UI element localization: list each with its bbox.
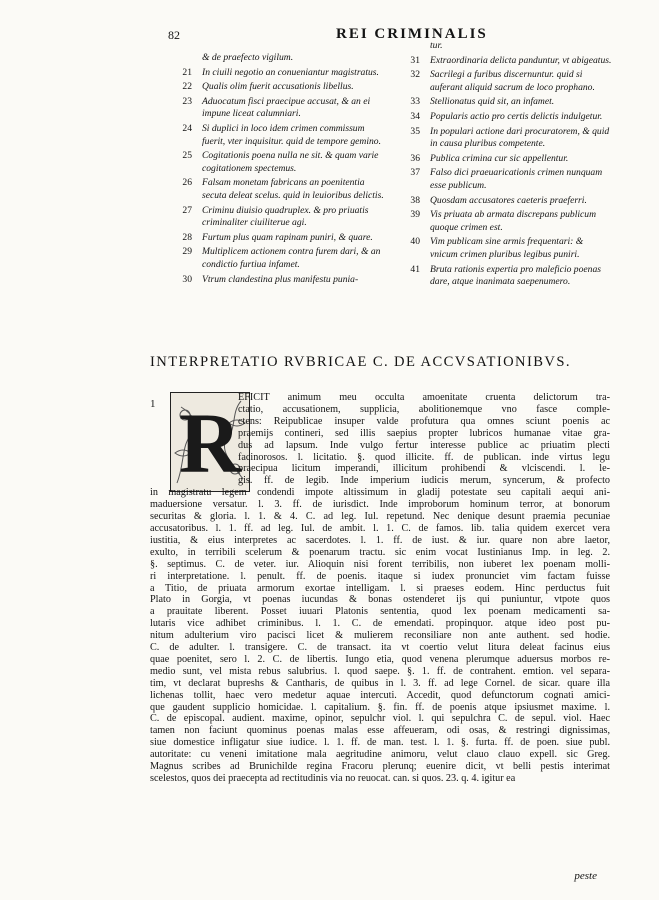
index-entry: 33 Stellionatus quid sit, an infamet. xyxy=(410,96,555,108)
text-line: ctatio, accusationem, supplicia, abolitionemque vno fasce comple- xyxy=(238,403,610,415)
text-line: securitas & gloria. l. 1. & 4. C. ad leg. Iul. repetund. Nec denique desunt praemia pecuniae xyxy=(150,511,610,523)
text-line: que gaudent supplicio homicidae. l. capitalium. §. fin. ff. de poenis atque ipsiusmet maxime. l. xyxy=(150,701,610,713)
text-line: §. septimus. C. de veter. iur. Alioquin nisi forent terribilis, non iuberet lex poenam molli- xyxy=(150,558,610,570)
index-entry: 34 Popularis actio pro certis delictis indulgetur. xyxy=(410,110,603,122)
index-entry: 23 Aduocatum fisci praecipue accusat, & an ei impune liceat calumniari. xyxy=(182,95,371,120)
index-entry: 37 Falso dici praeuaricationis crimen nunquam esse publicum. xyxy=(410,167,603,191)
body-text xyxy=(150,392,610,785)
text-line: a Titio, de priuata armorum exortae intelligam. l. si praeses eodem. Hinc perductus fuit xyxy=(150,582,610,594)
text-line: Plato in Gorgia, vt poenas iucundas & bonas ostenderet ijs qui puniuntur, vtpote quos xyxy=(150,594,610,606)
text-line: gis. ff. de legib. Inde imperium iudicis merum, syncerum, & profecto xyxy=(238,475,610,487)
text-line: exulto, in terribili scelerum & poenarum tractu. sic enim vocat Iustinianus Imp. in leg. 2. xyxy=(150,546,610,558)
text-line: tim, vt declarat bupreshs & Cantharis, de quibus in l. 3. ff. ad lege Cornel. de sicar. quare illa xyxy=(150,677,610,689)
text-line: medio sunt, vel mista rebus salubrius. l. quod saepe. §. 1. ff. de contrahent. emtion. vel separa- xyxy=(150,665,610,677)
index-entry: 36 Publica crimina cur sic appellentur. xyxy=(410,152,569,164)
text-line: autoritate: cu veneni imitatione mala aegritudine animoru, velut clauo clauo expell. sic Greg. xyxy=(150,749,610,761)
text-line: facinorosos. l. licitatio. §. quod illicite. ff. de publican. inde virtus legu xyxy=(238,451,610,463)
text-line: ctens: Reipublicae insuper valde profutura qua omnes sciunt poenis ac xyxy=(238,415,610,427)
index-entry: 32 Sacrilegi a furibus discernuntur. quid si auferant aliquid sacrum de loco prophano. xyxy=(410,69,595,93)
index-entry: 39 Vis priuata ab armata discrepans publicum quoque crimen est. xyxy=(410,209,597,233)
text-line: siue domestice infligatur siue iudice. l. 1. ff. de man. test. l. 1. §. furta. ff. de poen. siue publ. xyxy=(150,737,610,749)
text-line: praemijs contineri, sed illis saepius propter lubricos humanae vitae gra- xyxy=(238,427,610,439)
text-line: iustitia, & eius interpretes ac sacerdotes. l. 1. ff. de iust. & iur. quare non abre laetor, xyxy=(150,534,610,546)
text-line: accusatoribus. l. 1. ff. ad leg. Iul. de ambit. l. 1. C. de famos. lib. talia quidem exercet vera xyxy=(150,522,610,534)
index-entry: 21 In ciuili negotio an conueniantur magistratus. xyxy=(182,66,379,78)
index-entry: 40 Vim publicam sine armis frequentari: & vnicum crimen pluribus legibus puniri. xyxy=(410,236,584,260)
index-entry: 30 Vtrum clandestina plus manifestu punia- xyxy=(182,273,359,285)
index-entry: & de praefecto vigilum. xyxy=(202,52,294,63)
index-entry: 41 Bruta rationis expertia pro maleficio poenas dare, atque inanimata saepenumero. xyxy=(410,263,601,288)
index-column-left xyxy=(170,52,388,288)
page-number: 82 xyxy=(168,28,180,42)
section-heading: INTERPRETATIO RVBRICAE C. DE ACCVSATIONIBVS. xyxy=(150,354,571,370)
text-line: Magnus scribes ad Brunichilde regina Fracoru plerunq; euenire dicit, vt belli pestis interimat xyxy=(150,761,610,773)
index-entry: 29 Multiplicem actionem contra furem dari, & an condictio furtiua infamet. xyxy=(182,246,381,270)
index-entry: 27 Criminu diuisio quadruplex. & pro priuatis criminaliter ciuiliterue agi. xyxy=(182,204,369,229)
index-entry: 28 Furtum plus quam rapinam puniri, & quare. xyxy=(182,231,373,243)
catchword: peste xyxy=(574,870,597,882)
text-line: EFICIT animum meu occulta amoenitate cruenta delictorum tra- xyxy=(238,392,610,403)
index-entry: 26 Falsam monetam fabricans an poenitentia secuta deleat scelus. quid in leuioribus delictis. xyxy=(182,177,384,201)
text-line: C. de adulter. l. transigere. C. de transact. ita vt coertio velut litura deleat facinus eius xyxy=(150,642,610,654)
text-line: tamen non faciunt quominus poenas malas esse affeueram, odi osas, & restringi dignissimas, xyxy=(150,725,610,737)
text-line: in magistratu legem condendi impote altissimum in gladij potestate seu capitali aequi ani- xyxy=(150,487,610,499)
margin-number: 1 xyxy=(150,398,156,410)
index-entry: 38 Quosdam accusatores caeteris praeferri. xyxy=(410,194,587,206)
text-line: ri interpretatione. l. penult. ff. de poenis. itaque si iudex pronunciet vim factam fuisse xyxy=(150,570,610,582)
index-entry: 25 Cogitationis poena nulla ne sit. & quam varie cogitationem spectemus. xyxy=(182,150,379,174)
index-column-right xyxy=(398,40,613,291)
text-line: C. de episcopal. audient. maxime, opinor, sepulchr viol. l. qui sepulchra C. de sepul. viol. Haec xyxy=(150,713,610,725)
text-line: nitum adulterium viro pacisci licet & mulierem reconsiliare non ante authent. sed hodie. xyxy=(150,630,610,642)
index-entry: 35 In populari actione dari procuratorem, & quid in causa pluribus competente. xyxy=(410,125,610,150)
text-line: dus ad lapsum. Inde vulgo fertur interesse publice ac priuatim plecti xyxy=(238,439,610,451)
running-title: REI CRIMINALIS xyxy=(336,26,488,42)
text-line: praecipua licitum imperandi, illicitum prohibendi & vlciscendi. l. le- xyxy=(238,463,610,475)
text-line: a prauitate liberent. Posset iuuari Platonis sententia, quod lex poenam medicamenti sa- xyxy=(150,606,610,618)
text-line: quae poenitet, sero l. 2. C. de libertis. Iungo etia, quod venena plerumque aduersus morbos re- xyxy=(150,653,610,665)
text-line: lutaris vice adhibet criminibus. l. 1. C. de emendati. propinquor. atque ideo post pu- xyxy=(150,618,610,630)
initial-letter: R xyxy=(178,395,242,491)
index-entry: 24 Si duplici in loco idem crimen commissum fuerit, vter inquisitur. quid de tempore gemino. xyxy=(182,122,381,147)
index-entry: 31 Extraordinaria delicta panduntur, vt abigeatus. xyxy=(410,54,612,66)
text-line: maduersione versatur. l. 3. ff. de iurisdict. Inde improborum hominum terror, at bonorum xyxy=(150,499,610,511)
text-line: scelestos, quos dei praecepta ad rectitudinis via no reuocat. can. si quos. 23. q. 4. igitur ea xyxy=(150,773,516,784)
text-line: lichenas tollit, haec vero medetur aquae intercuti. Accedit, quod defunctorum cognati amici- xyxy=(150,689,610,701)
index-entry: 22 Qualis olim fuerit accusationis libellus. xyxy=(182,81,354,93)
index-entry: tur. xyxy=(430,40,443,51)
